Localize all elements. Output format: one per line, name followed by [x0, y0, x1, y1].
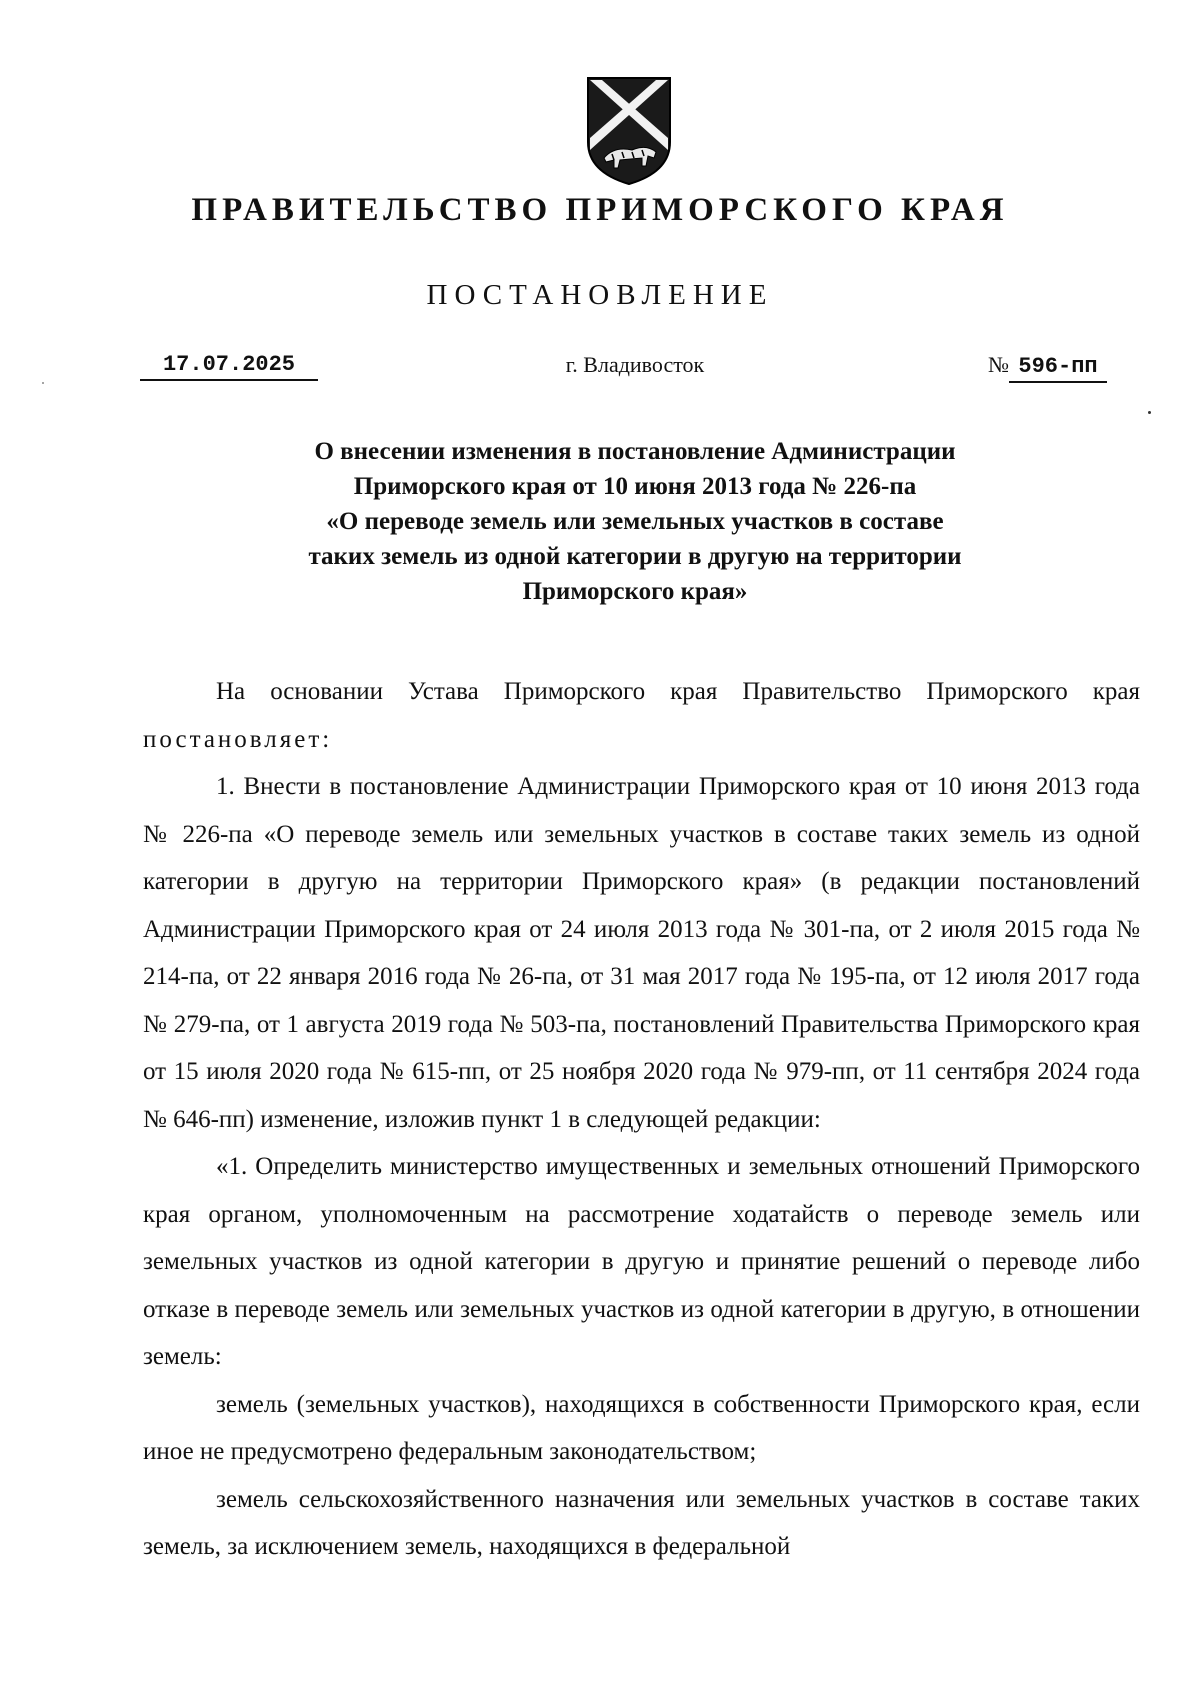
subject-line: О внесении изменения в постановление Администрации: [314, 438, 956, 465]
number-sign: №: [988, 352, 1009, 377]
government-title: ПРАВИТЕЛЬСТВО ПРИМОРСКОГО КРАЯ: [191, 192, 1009, 228]
body-paragraph: [143, 668, 1140, 763]
number-value: 596-пп: [1009, 354, 1107, 383]
body-paragraph: земель (земельных участков), находящихся в собственности Приморского края, если иное не предусмотрено федеральным законодательством;: [143, 1390, 1140, 1465]
preamble-text: На основании Устава Приморского края Правительство Приморского края: [216, 678, 1140, 705]
document-type: ПОСТАНОВЛЕНИЕ: [426, 279, 774, 311]
subject-line: таких земель из одной категории в другую на территории: [308, 543, 962, 570]
preamble-verb: постановляет:: [143, 725, 333, 753]
document-subject: [160, 434, 1110, 609]
subject-line: «О переводе земель или земельных участков в составе: [326, 508, 944, 535]
subject-line: Приморского края»: [522, 578, 748, 605]
scan-artifact-dot: [1148, 411, 1151, 414]
body-paragraph: «1. Определить министерство имущественных и земельных отношений Приморского края органом, уполномоченным на рассмотрение ходатайств о переводе земель или земельных участков из одной категории в другую и принятие решений о переводе либо отказе в переводе земель или земельных участков из одной категории в другую, в отношении земель:: [143, 1153, 1140, 1370]
body-paragraph: 1. Внести в постановление Администрации Приморского края от 10 июня 2013 года № 226-па «О переводе земель или земельных участков в составе таких земель из одной категории в другую на территории Приморского края» (в редакции постановлений Администрации Приморского края от 24 июля 2013 года № 301-па, от 2 июля 2015 года № 214-па, от 22 января 2016 года № 26-па, от 31 мая 2017 года № 195-па, от 12 июля 2017 года № 279-па, от 1 августа 2019 года № 503-па, постановлений Правительства Приморского края от 15 июля 2020 года № 615-пп, от 25 ноября 2020 года № 979-пп, от 11 сентября 2024 года № 646-пп) изменение, изложив пункт 1 в следующей редакции:: [143, 773, 1140, 1133]
coat-of-arms-emblem: [584, 72, 674, 188]
body-paragraph: земель сельскохозяйственного назначения или земельных участков в составе таких земель, за исключением земель, находящихся в федеральной: [143, 1485, 1140, 1560]
document-city: г. Владивосток: [565, 352, 705, 377]
document-meta: [0, 352, 1200, 392]
document-date: 17.07.2025: [140, 352, 318, 381]
document-number: [988, 352, 1138, 383]
scan-artifact-dot: [42, 382, 44, 384]
document-body: [143, 668, 1140, 1571]
subject-line: Приморского края от 10 июня 2013 года № 226-па: [353, 473, 917, 500]
